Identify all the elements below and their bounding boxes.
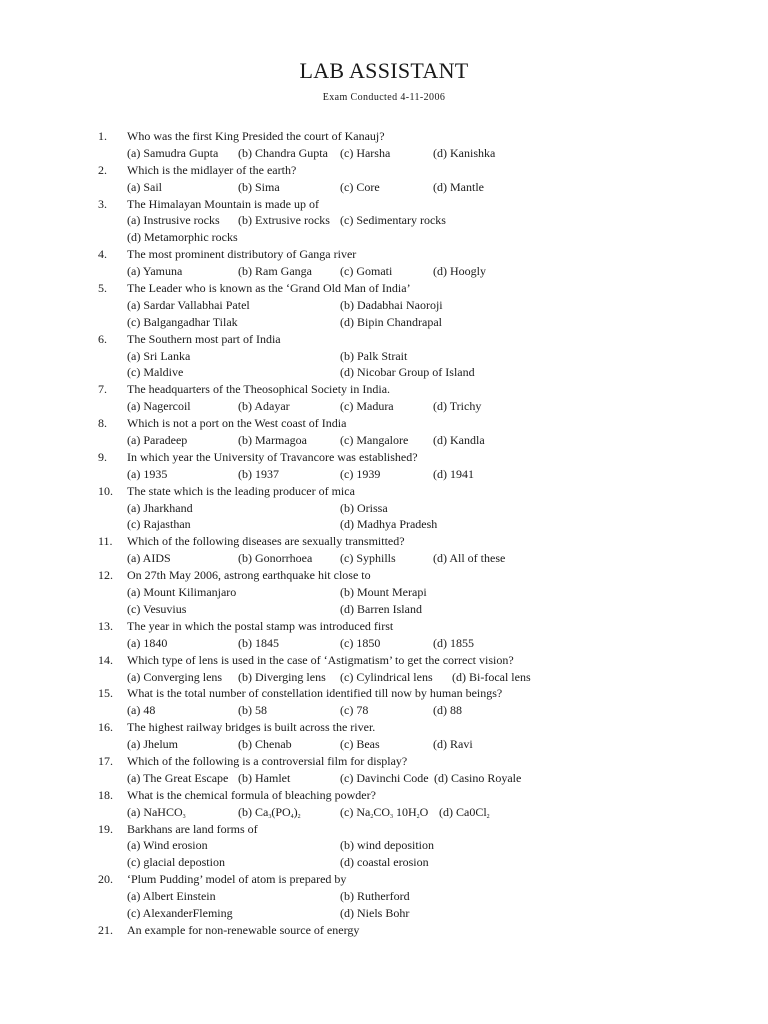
option-d: (d) Kanishka — [433, 145, 496, 160]
option-c: (c) Cylindrical lens — [340, 669, 433, 684]
option-d: (d) Nicobar Group of Island — [340, 365, 475, 380]
question-number: 7. — [98, 382, 107, 397]
option-d: (d) 88 — [433, 703, 462, 718]
option-c: (c) AlexanderFleming — [127, 905, 233, 920]
question-5-options — [0, 297, 768, 314]
option-d: (d) Kandla — [433, 433, 485, 448]
question-18 — [0, 787, 768, 804]
option-a: (a) Samudra Gupta — [127, 145, 219, 160]
option-c: (c) Mangalore — [340, 433, 409, 448]
option-d: (d) Hoogly — [433, 264, 486, 279]
question-number: 1. — [98, 129, 107, 143]
question-text: The Leader who is known as the ‘Grand Old Man of India’ — [127, 281, 411, 296]
option-b: (b) Mount Merapi — [340, 585, 427, 600]
option-b: (b) Hamlet — [238, 770, 291, 785]
question-text: The highest railway bridges is built across the river. — [127, 720, 376, 735]
question-text: Which type of lens is used in the case of ‘Astigmatism’ to get the correct vision? — [127, 652, 514, 667]
question-2-options — [0, 179, 768, 196]
question-21 — [0, 922, 768, 939]
question-text: The year in which the postal stamp was introduced first — [127, 618, 394, 633]
option-d: (d) coastal erosion — [340, 855, 429, 870]
question-4-options — [0, 263, 768, 280]
question-text: An example for non-renewable source of energy — [127, 922, 360, 937]
question-number: 12. — [98, 568, 113, 583]
option-a: (a) The Great Escape — [127, 770, 229, 785]
option-c: (c) Balgangadhar Tilak — [127, 314, 238, 329]
option-b: (b) wind deposition — [340, 838, 434, 853]
option-c: (c) Syphills — [340, 551, 396, 566]
option-a: (a) Instrusive rocks — [127, 213, 220, 228]
question-14-options — [0, 669, 768, 686]
option-a: (a) Sail — [127, 179, 162, 194]
question-number: 9. — [98, 449, 107, 464]
question-12 — [0, 567, 768, 584]
option-a: (a) Sri Lanka — [127, 348, 191, 363]
option-b: (b) Palk Strait — [340, 348, 408, 363]
question-14 — [0, 652, 768, 669]
option-d: (d) Mantle — [433, 179, 484, 194]
question-1-options — [0, 145, 768, 162]
option-b: (b) Chandra Gupta — [238, 145, 328, 160]
question-15-options — [0, 702, 768, 719]
option-a: (a) NaHCO$_3$ — [127, 804, 186, 820]
option-a: (a) Albert Einstein — [127, 889, 216, 904]
question-8 — [0, 415, 768, 432]
question-11 — [0, 533, 768, 550]
option-b: (b) $Ca_3(PO_4)_2$ — [238, 804, 301, 820]
option-b: (b) Orissa — [340, 500, 388, 515]
option-b: (b) Marmagoa — [238, 433, 307, 448]
option-b: (b) 1845 — [238, 635, 279, 650]
option-a: (a) Jhelum — [127, 737, 178, 752]
option-b: (b) 1937 — [238, 466, 279, 481]
option-d: (d) $Ca0Cl_2$ — [439, 804, 490, 820]
option-c: (c) Core — [340, 179, 380, 194]
option-a: (a) AIDS — [127, 551, 171, 566]
question-19 — [0, 821, 768, 838]
question-13 — [0, 618, 768, 635]
question-20 — [0, 871, 768, 888]
question-19-options — [0, 837, 768, 854]
option-c: (c) Maldive — [127, 365, 184, 380]
question-number: 8. — [98, 416, 107, 431]
question-18-options — [0, 804, 768, 821]
question-1 — [0, 128, 768, 145]
option-b: (b) Diverging lens — [238, 669, 326, 684]
option-c: (c) 78 — [340, 703, 369, 718]
question-6 — [0, 331, 768, 348]
question-number: 17. — [98, 753, 113, 768]
question-text: Which of the following is a controversial film for display? — [127, 753, 408, 768]
question-number: 11. — [98, 534, 113, 549]
option-c: (c) Madura — [340, 399, 394, 414]
question-list — [0, 128, 768, 939]
question-text: The headquarters of the Theosophical Society in India. — [127, 382, 391, 397]
option-c: (c) 1850 — [340, 635, 381, 650]
question-number: 6. — [98, 331, 107, 346]
question-20-options-cont — [0, 905, 768, 922]
option-b: (b) Extrusive rocks — [238, 213, 330, 228]
option-c: (c) Davinchi Code — [340, 770, 429, 785]
option-a: (a) Paradeep — [127, 433, 188, 448]
option-d: (d) Bi-focal lens — [452, 669, 531, 684]
question-text: The Southern most part of India — [127, 331, 281, 346]
question-number: 13. — [98, 618, 113, 633]
option-b: (b) 58 — [238, 703, 267, 718]
question-number: 16. — [98, 720, 113, 735]
option-c: (c) Harsha — [340, 145, 391, 160]
page-title: LAB ASSISTANT — [299, 58, 469, 83]
option-a: (a) Nagercoil — [127, 399, 191, 414]
question-10-options-cont — [0, 516, 768, 533]
question-text: ‘Plum Pudding’ model of atom is prepared by — [127, 872, 347, 887]
option-b: (b) Chenab — [238, 737, 292, 752]
question-text: Who was the first King Presided the court of Kanauj? — [127, 129, 385, 143]
question-5 — [0, 280, 768, 297]
option-b: (b) Dadabhai Naoroji — [340, 297, 443, 312]
question-10-options — [0, 500, 768, 517]
question-text: The most prominent distributory of Ganga river — [127, 247, 357, 262]
option-a: (a) Wind erosion — [127, 838, 208, 853]
option-d: (d) Casino Royale — [434, 770, 522, 785]
question-5-options-cont — [0, 314, 768, 331]
question-text: In which year the University of Travancore was established? — [127, 449, 418, 464]
question-17-options — [0, 770, 768, 787]
question-12-options — [0, 584, 768, 601]
question-4 — [0, 246, 768, 263]
question-10 — [0, 483, 768, 500]
option-c: (c) Rajasthan — [127, 517, 191, 532]
question-number: 4. — [98, 247, 107, 262]
question-13-options — [0, 635, 768, 652]
question-number: 10. — [98, 483, 113, 498]
option-d: (d) Metamorphic rocks — [127, 230, 238, 245]
question-20-options — [0, 888, 768, 905]
option-a: (a) 1935 — [127, 466, 168, 481]
question-text: What is the total number of constellation identified till now by human beings? — [127, 686, 503, 701]
option-d: (d) Ravi — [433, 737, 473, 752]
option-c: (c) Sedimentary rocks — [340, 213, 446, 228]
option-d: (d) Trichy — [433, 399, 482, 414]
question-2 — [0, 162, 768, 179]
question-9-options — [0, 466, 768, 483]
option-b: (b) Ram Ganga — [238, 264, 312, 279]
question-15 — [0, 685, 768, 702]
question-12-options-cont — [0, 601, 768, 618]
question-6-options-cont — [0, 364, 768, 381]
question-number: 18. — [98, 787, 113, 802]
option-c: (c) glacial depostion — [127, 855, 225, 870]
option-a: (a) 48 — [127, 703, 156, 718]
option-a: (a) 1840 — [127, 635, 168, 650]
option-a: (a) Converging lens — [127, 669, 223, 684]
option-a: (a) Yamuna — [127, 264, 183, 279]
question-3-options-cont — [0, 229, 768, 246]
question-text: The state which is the leading producer of mica — [127, 483, 355, 498]
option-a: (a) Jharkhand — [127, 500, 193, 515]
question-text: Which of the following diseases are sexually transmitted? — [127, 534, 405, 549]
option-d: (d) Bipin Chandrapal — [340, 314, 442, 329]
question-16 — [0, 719, 768, 736]
question-number: 15. — [98, 686, 113, 701]
question-text: What is the chemical formula of bleaching powder? — [127, 787, 376, 802]
question-8-options — [0, 432, 768, 449]
question-number: 20. — [98, 872, 113, 887]
option-c: (c) Beas — [340, 737, 380, 752]
question-9 — [0, 449, 768, 466]
question-text: The Himalayan Mountain is made up of — [127, 196, 319, 211]
option-c: (c) $Na_2CO_3$ $10H_2O$ — [340, 804, 429, 820]
question-7 — [0, 381, 768, 398]
option-c: (c) Vesuvius — [127, 601, 187, 616]
option-b: (b) Gonorrhoea — [238, 551, 313, 566]
option-d: (d) Madhya Pradesh — [340, 517, 438, 532]
question-text: On 27th May 2006, astrong earthquake hit close to — [127, 568, 371, 583]
option-c: (c) 1939 — [340, 466, 381, 481]
option-d: (d) All of these — [433, 551, 506, 566]
question-6-options — [0, 348, 768, 365]
option-b: (b) Rutherford — [340, 889, 410, 904]
option-d: (d) 1941 — [433, 466, 474, 481]
option-d: (d) Niels Bohr — [340, 905, 410, 920]
question-17 — [0, 753, 768, 770]
option-c: (c) Gomati — [340, 264, 393, 279]
option-a: (a) Sardar Vallabhai Patel — [127, 297, 250, 312]
question-16-options — [0, 736, 768, 753]
question-3 — [0, 196, 768, 213]
question-number: 14. — [98, 652, 113, 667]
question-number: 2. — [98, 162, 107, 177]
exam-date: Exam Conducted 4-11-2006 — [322, 92, 446, 103]
question-number: 5. — [98, 281, 107, 296]
question-text: Which is the midlayer of the earth? — [127, 162, 297, 177]
question-number: 3. — [98, 196, 107, 211]
question-11-options — [0, 550, 768, 567]
question-text: Which is not a port on the West coast of India — [127, 416, 347, 431]
question-number: 19. — [98, 821, 113, 836]
question-text: Barkhans are land forms of — [127, 821, 258, 836]
option-d: (d) 1855 — [433, 635, 474, 650]
option-a: (a) Mount Kilimanjaro — [127, 585, 237, 600]
option-b: (b) Adayar — [238, 399, 290, 414]
question-number: 21. — [98, 922, 113, 937]
question-7-options — [0, 398, 768, 415]
option-b: (b) Sima — [238, 179, 280, 194]
question-3-options — [0, 212, 768, 229]
option-d: (d) Barren Island — [340, 601, 422, 616]
question-19-options-cont — [0, 854, 768, 871]
